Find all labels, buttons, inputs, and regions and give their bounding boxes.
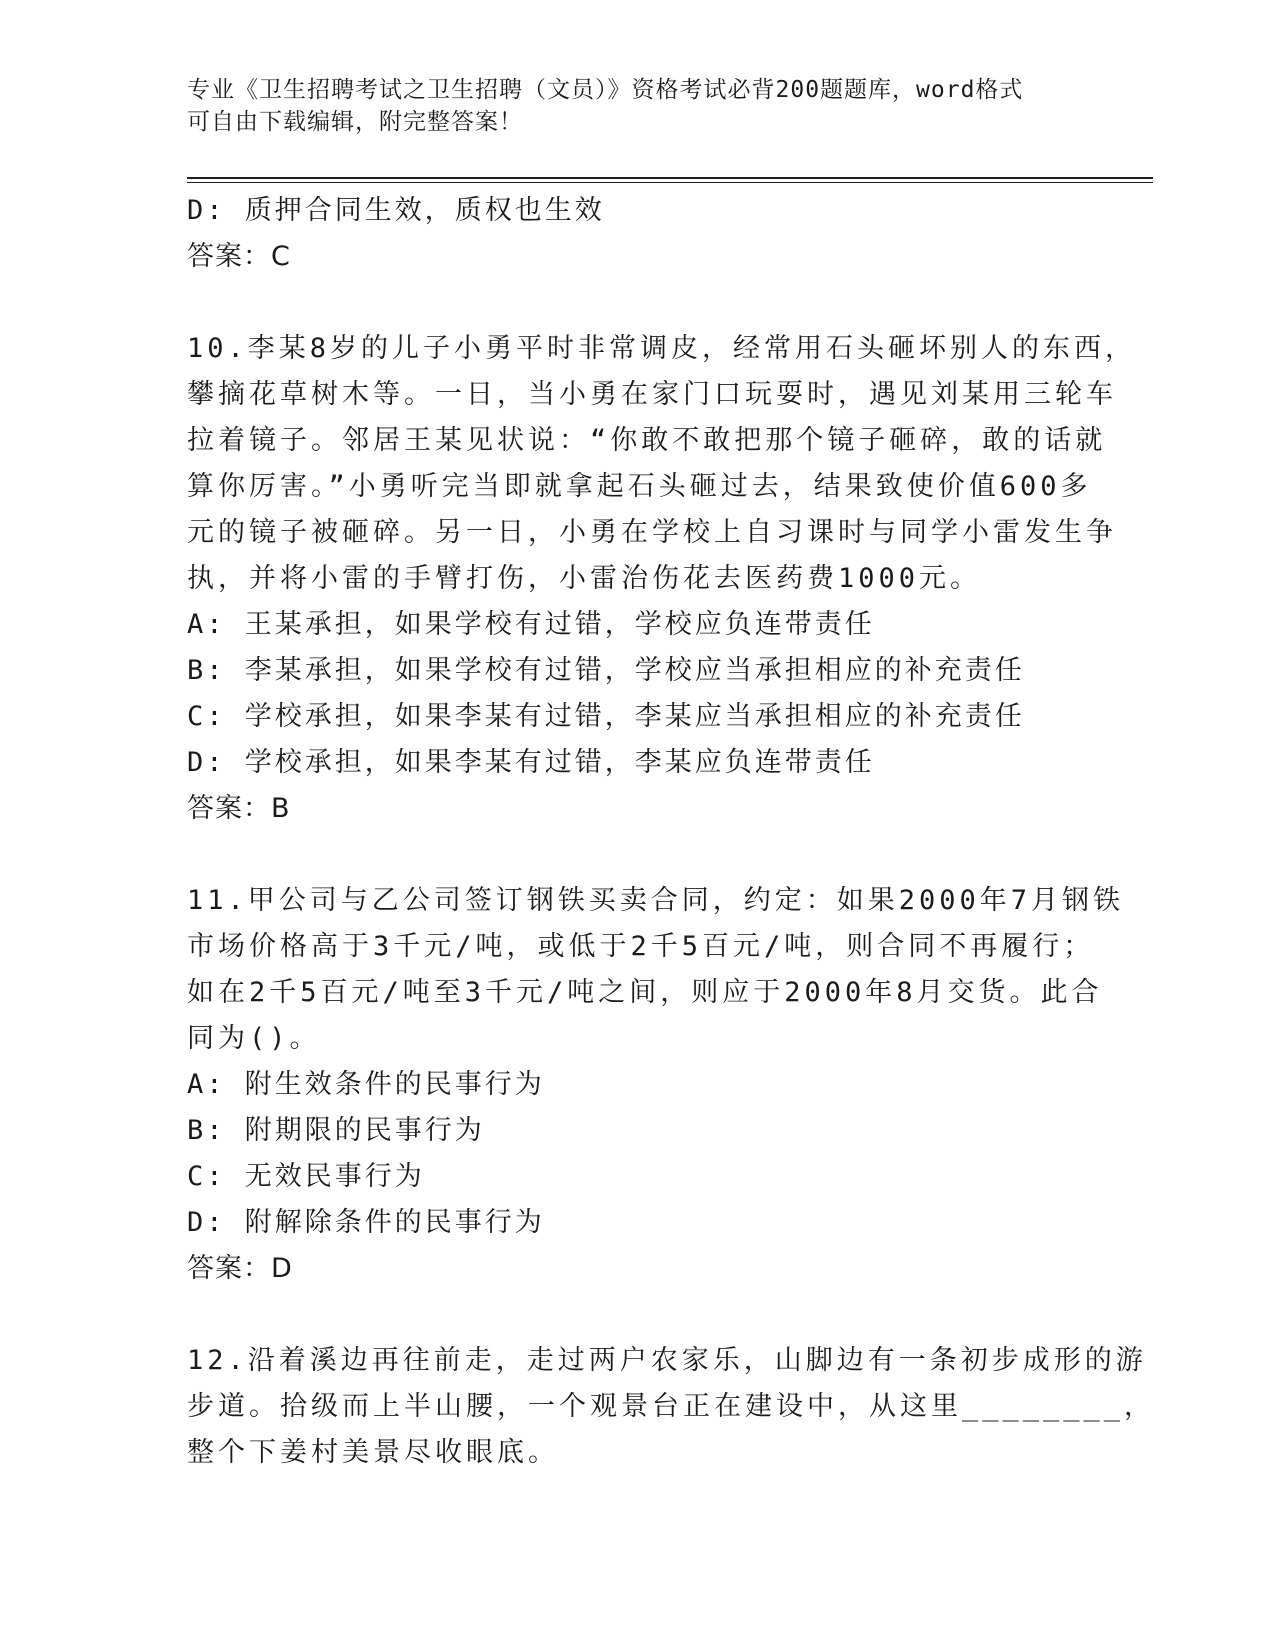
stem-line: 市场价格高于3千元/吨，或低于2千5百元/吨，则合同不再履行；	[187, 931, 1095, 962]
option-a: A: 附生效条件的民事行为	[187, 1069, 545, 1100]
document-body	[187, 188, 1156, 1476]
option-c: C: 无效民事行为	[187, 1161, 425, 1192]
header-divider-thick	[187, 177, 1153, 179]
option-d: D: 质押合同生效，质权也生效	[187, 195, 605, 226]
stem-line: 元的镜子被砸碎。另一日，小勇在学校上自习课时与同学小雷发生争	[187, 517, 1117, 548]
option-d: D: 学校承担，如果李某有过错，李某应负连带责任	[187, 747, 875, 778]
stem-line: 整个下姜村美景尽收眼底。	[187, 1437, 559, 1468]
answer: 答案：C	[187, 241, 291, 272]
option-a: A: 王某承担，如果学校有过错，学校应负连带责任	[187, 609, 875, 640]
previous-question-tail	[187, 188, 1087, 280]
header-line-2: 可自由下载编辑，附完整答案！	[187, 109, 523, 135]
header-divider-thin	[187, 182, 1153, 183]
stem-line: 执，并将小雷的手臂打伤，小雷治伤花去医药费1000元。	[187, 563, 982, 594]
stem-line: 12.沿着溪边再往前走，走过两户农家乐，山脚边有一条初步成形的游	[187, 1345, 1147, 1376]
question-11	[187, 878, 1125, 1292]
answer: 答案：D	[187, 1253, 293, 1284]
document-header	[187, 74, 1087, 138]
stem-line: 如在2千5百元/吨至3千元/吨之间，则应于2000年8月交货。此合	[187, 977, 1103, 1008]
question-10	[187, 326, 1137, 832]
option-d: D: 附解除条件的民事行为	[187, 1207, 545, 1238]
question-stem	[187, 878, 1125, 1062]
header-line-1: 专业《卫生招聘考试之卫生招聘（文员）》资格考试必背200题题库，word格式	[187, 77, 1024, 103]
question-12	[187, 1338, 1156, 1476]
question-stem	[187, 1338, 1156, 1476]
stem-line: 步道。拾级而上半山腰，一个观景台正在建设中，从这里________，	[187, 1391, 1156, 1422]
stem-line: 攀摘花草树木等。一日，当小勇在家门口玩耍时，遇见刘某用三轮车	[187, 379, 1117, 410]
option-b: B: 附期限的民事行为	[187, 1115, 485, 1146]
stem-line: 拉着镜子。邻居王某见状说：“你敢不敢把那个镜子砸碎，敢的话就	[187, 425, 1107, 456]
option-c: C: 学校承担，如果李某有过错，李某应当承担相应的补充责任	[187, 701, 1025, 732]
question-stem	[187, 326, 1137, 602]
answer: 答案：B	[187, 793, 291, 824]
stem-line: 10.李某8岁的儿子小勇平时非常调皮，经常用石头砸坏别人的东西，	[187, 333, 1137, 364]
stem-line: 算你厉害。”小勇听完当即就拿起石头砸过去，结果致使价值600多	[187, 471, 1092, 502]
option-b: B: 李某承担，如果学校有过错，学校应当承担相应的补充责任	[187, 655, 1025, 686]
stem-line: 11.甲公司与乙公司签订钢铁买卖合同，约定：如果2000年7月钢铁	[187, 885, 1125, 916]
stem-line: 同为()。	[187, 1023, 321, 1054]
